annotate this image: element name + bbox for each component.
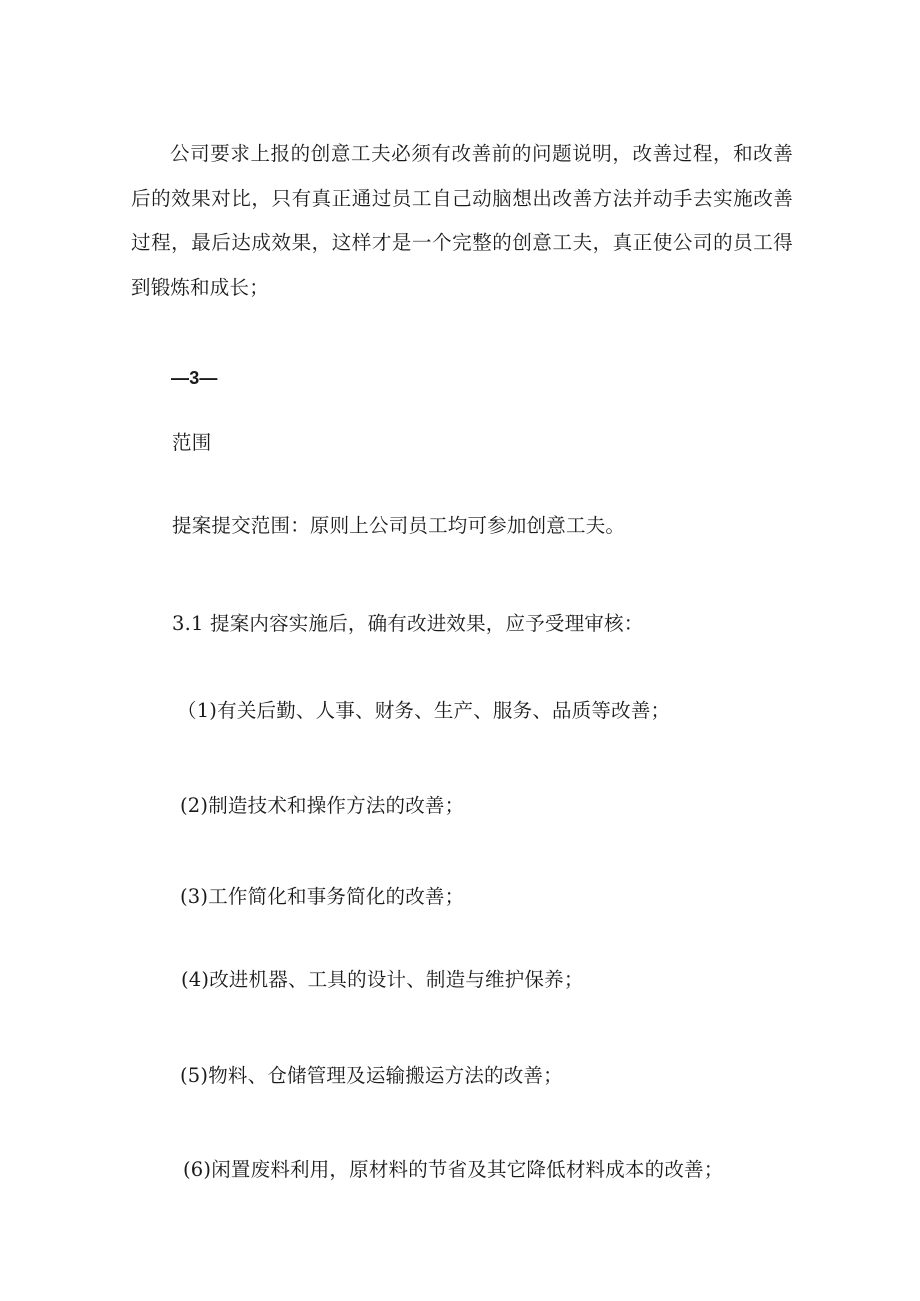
section-title: 范围 bbox=[172, 431, 212, 454]
list-item: (2)制造技术和操作方法的改善； bbox=[180, 794, 465, 817]
list-item: (4)改进机器、工具的设计、制造与维护保养； bbox=[181, 968, 584, 991]
section-number: —3— bbox=[171, 368, 218, 388]
list-item: (3)工作简化和事务简化的改善； bbox=[180, 885, 465, 908]
list-item: (5)物料、仓储管理及运输搬运方法的改善； bbox=[180, 1064, 563, 1087]
list-item: （1)有关后勤、人事、财务、生产、服务、品质等改善； bbox=[177, 699, 671, 722]
intro-paragraph: 公司要求上报的创意工夫必须有改善前的问题说明，改善过程，和改善后的效果对比，只有真正通过员工自己动脑想出改善方法并动手去实施改善过程，最后达成效果，这样才是一个完整的创意工夫，真正使公司的员工得到锻炼和成长； bbox=[131, 142, 793, 299]
scope-text: 提案提交范围：原则上公司员工均可参加创意工夫。 bbox=[172, 514, 626, 537]
list-item: (6)闲置废料利用，原材料的节省及其它降低材料成本的改善； bbox=[183, 1158, 724, 1181]
clause-3-1: 3.1 提案内容实施后，确有改进效果，应予受理审核： bbox=[172, 612, 644, 635]
